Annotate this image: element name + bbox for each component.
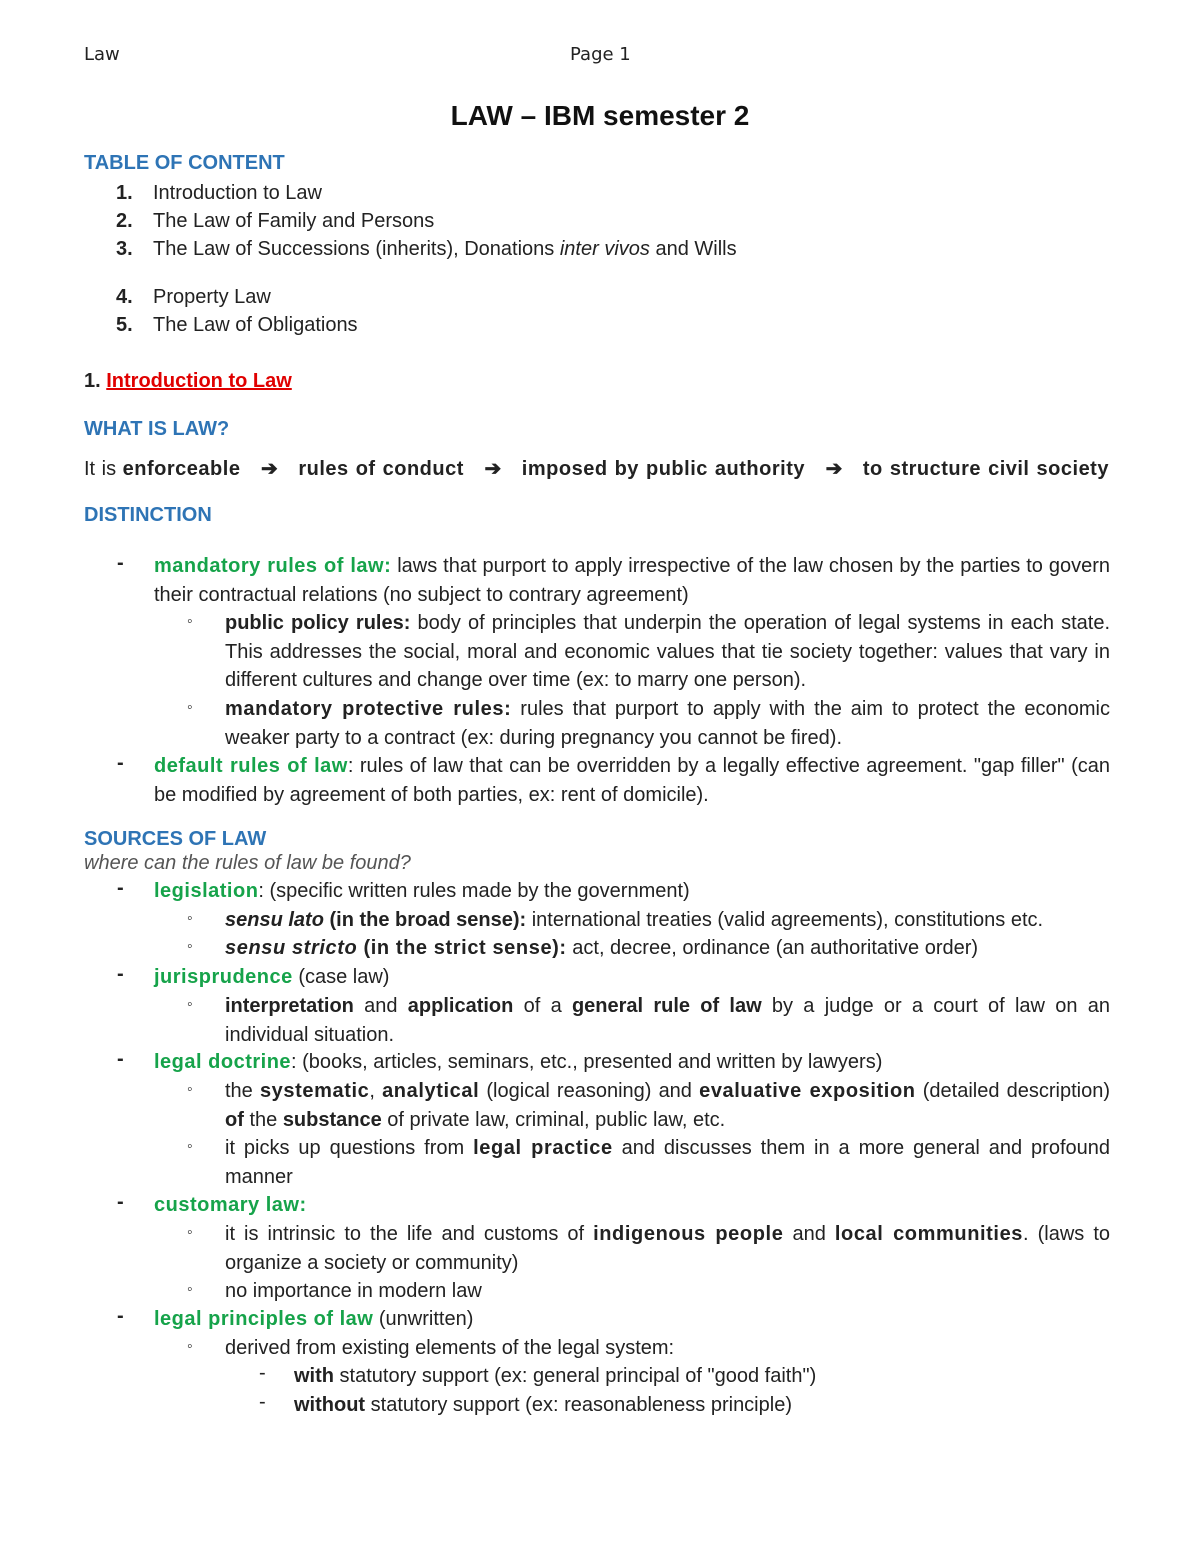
circle-bullet-icon: ◦ (187, 699, 193, 716)
circle-bullet-icon: ◦ (187, 1281, 193, 1298)
dash-bullet: - (117, 1048, 124, 1070)
list-item: default rules of law: rules of law that can be overridden by a legally effective agreement. "gap filler" (can be modified by agreement of both parties, ex: rent of domicile). (154, 755, 1110, 806)
list-item: mandatory rules of law: laws that purport to apply irrespective of the law chosen by the parties to govern their contractual relations (no subject to contrary agreement) (154, 555, 1111, 606)
section-heading: 1. Introduction to Law (84, 370, 292, 392)
distinction-heading: DISTINCTION (84, 504, 212, 526)
list-item: legal doctrine: (books, articles, seminars, etc., presented and written by lawyers) (154, 1051, 883, 1073)
toc-number: 4. (116, 286, 133, 308)
dash-bullet: - (117, 552, 124, 574)
dash-bullet: - (117, 877, 124, 899)
dash-bullet: - (117, 1191, 124, 1213)
list-item: the systematic, analytical (logical reasoning) and evaluative exposition (detailed description) of the substance of private law, criminal, public law, etc. (225, 1080, 1110, 1131)
toc-text: The Law of Successions (inherits), Donations inter vivos and Wills (153, 238, 737, 260)
toc-number: 2. (116, 210, 133, 232)
document-title: LAW – IBM semester 2 (450, 100, 750, 131)
list-item: jurisprudence (case law) (154, 966, 390, 988)
circle-bullet-icon: ◦ (187, 613, 193, 630)
list-item: mandatory protective rules: rules that purport to apply with the aim to protect the economic weaker party to a contract (ex: during pregnancy you cannot be fired). (225, 698, 1110, 749)
list-item: without statutory support (ex: reasonableness principle) (294, 1394, 792, 1416)
list-item: legislation: (specific written rules made by the government) (154, 880, 690, 902)
dash-bullet: - (117, 963, 124, 985)
dash-bullet: - (259, 1362, 266, 1384)
arrow-right-icon: ➔ (825, 458, 843, 480)
sources-subtitle: where can the rules of law be found? (84, 852, 411, 874)
law-definition-flow: It is enforceable ➔ rules of conduct ➔ imposed by public authority ➔ to structure civil society (84, 458, 1109, 480)
list-item: it picks up questions from legal practice and discusses them in a more general and profound manner (225, 1137, 1111, 1188)
list-item: derived from existing elements of the legal system: (225, 1337, 675, 1359)
list-item: no importance in modern law (225, 1280, 482, 1302)
toc-number: 1. (116, 182, 133, 204)
list-item: sensu stricto (in the strict sense): act, decree, ordinance (an authoritative order) (225, 937, 979, 959)
sources-heading: SOURCES OF LAW (84, 828, 267, 850)
what-is-law-heading: WHAT IS LAW? (84, 418, 230, 440)
circle-bullet-icon: ◦ (187, 938, 193, 955)
toc-text: Property Law (153, 286, 271, 308)
circle-bullet-icon: ◦ (187, 910, 193, 927)
list-item: legal principles of law (unwritten) (154, 1308, 474, 1330)
dash-bullet: - (117, 752, 124, 774)
running-header-left: Law (84, 44, 120, 65)
list-item: with statutory support (ex: general principal of "good faith") (294, 1365, 817, 1387)
circle-bullet-icon: ◦ (187, 996, 193, 1013)
section-heading-link: Introduction to Law (106, 370, 292, 392)
circle-bullet-icon: ◦ (187, 1338, 193, 1355)
list-item: interpretation and application of a general rule of law by a judge or a court of law on an individual situation. (225, 995, 1110, 1046)
list-item: public policy rules: body of principles that underpin the operation of legal systems in each state. This addresses the social, moral and economic values that tie society together: values that vary in different cultures and change over time (ex: to marry one person). (225, 612, 1110, 691)
list-item: sensu lato (in the broad sense): international treaties (valid agreements), constitutions etc. (225, 909, 1044, 931)
toc-text: The Law of Obligations (153, 314, 358, 336)
arrow-right-icon: ➔ (484, 458, 502, 480)
circle-bullet-icon: ◦ (187, 1138, 193, 1155)
toc-text: Introduction to Law (153, 182, 322, 204)
page-number: Page 1 (570, 44, 631, 65)
dash-bullet: - (259, 1391, 266, 1413)
arrow-right-icon: ➔ (261, 458, 278, 480)
toc-text: The Law of Family and Persons (153, 210, 435, 232)
circle-bullet-icon: ◦ (187, 1081, 193, 1098)
dash-bullet: - (117, 1305, 124, 1327)
list-item: customary law: (154, 1194, 307, 1216)
toc-number: 3. (116, 238, 133, 260)
circle-bullet-icon: ◦ (187, 1224, 193, 1241)
list-item: it is intrinsic to the life and customs of indigenous people and local communities. (laws to organize a society or community) (225, 1223, 1110, 1274)
toc-heading: TABLE OF CONTENT (84, 152, 285, 174)
toc-number: 5. (116, 314, 133, 336)
